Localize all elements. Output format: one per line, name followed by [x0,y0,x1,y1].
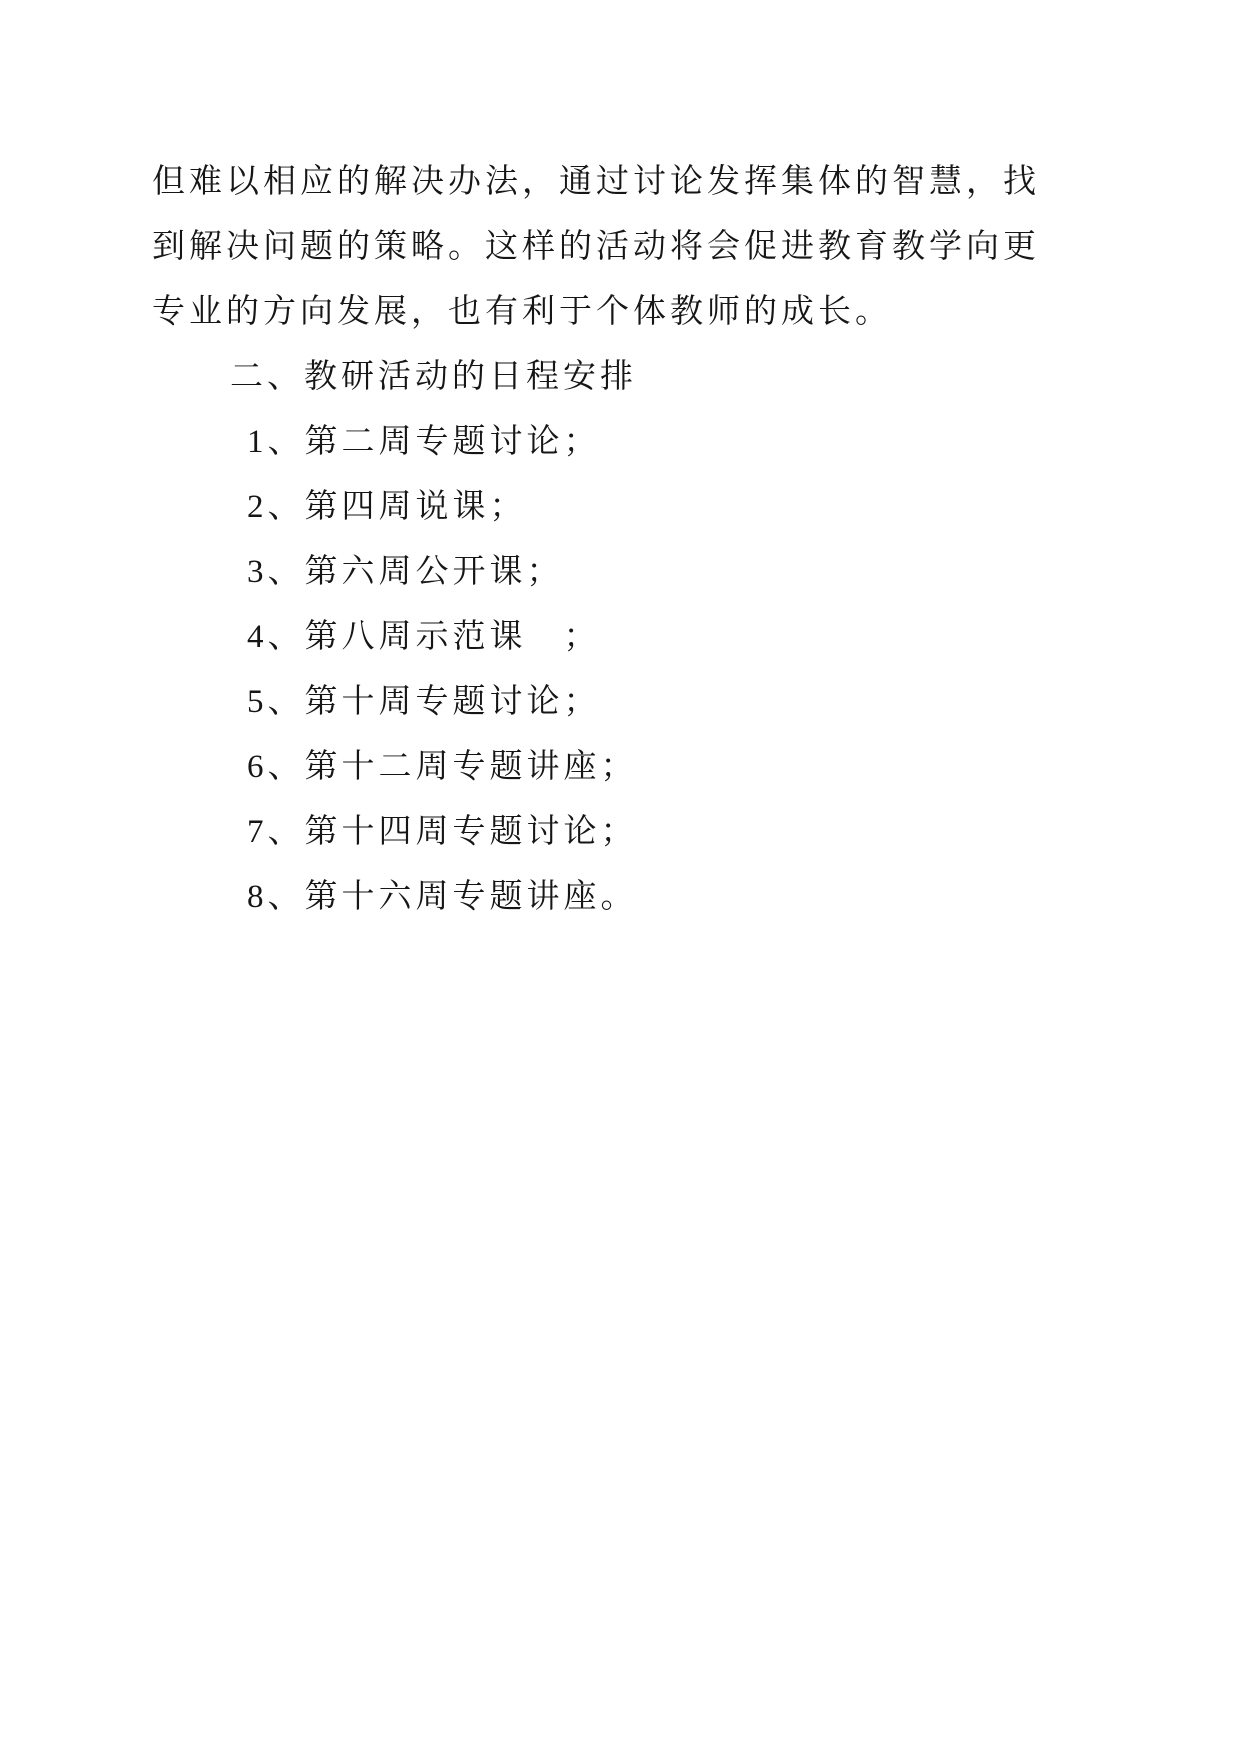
schedule-list-item: 8、第十六周专题讲座。 [247,879,638,915]
section-heading: 二、教研活动的日程安排 [230,359,637,395]
paragraph-line: 但难以相应的解决办法，通过讨论发挥集体的智慧，找 [152,164,1040,200]
schedule-list-item: 4、第八周示范课 ； [247,619,601,655]
document-text-block [152,150,1052,930]
schedule-list-item: 5、第十周专题讨论； [247,684,601,720]
paragraph-line: 专业的方向发展，也有利于个体教师的成长。 [152,294,892,330]
schedule-list-item: 2、第四周说课； [247,489,527,525]
schedule-list-item: 3、第六周公开课； [247,554,564,590]
schedule-list-item: 6、第十二周专题讲座； [247,749,638,785]
schedule-list-item: 7、第十四周专题讨论； [247,814,638,850]
schedule-list-item: 1、第二周专题讨论； [247,424,601,460]
paragraph-line: 到解决问题的策略。这样的活动将会促进教育教学向更 [152,229,1040,265]
